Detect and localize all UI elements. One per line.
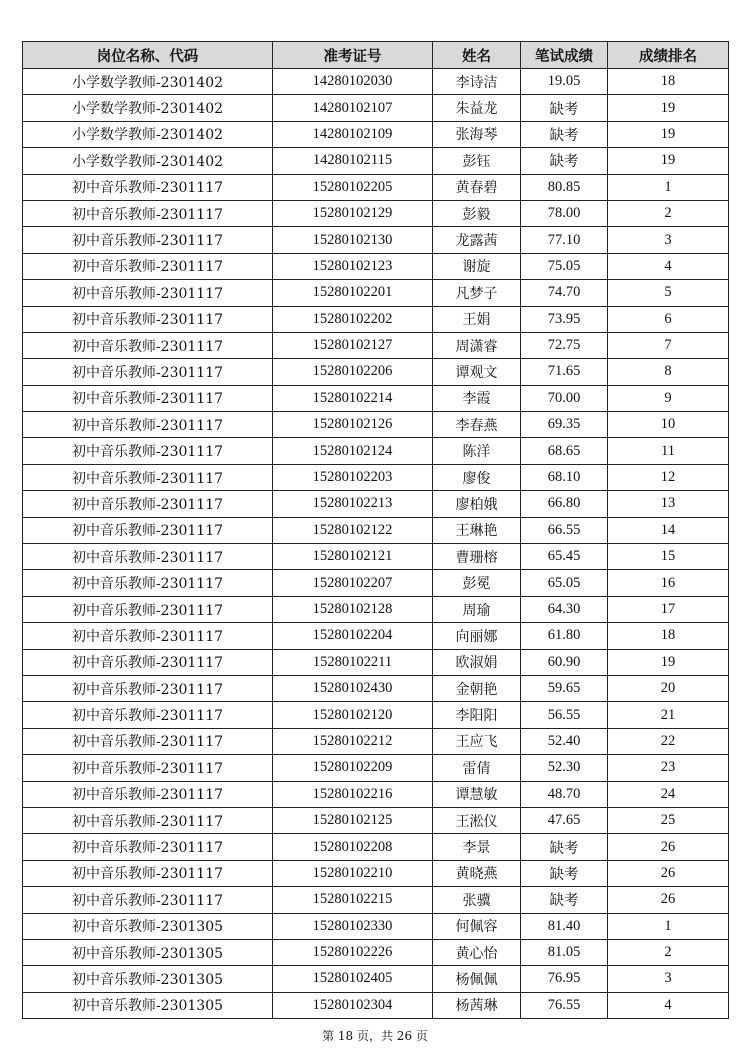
cell-name: 谭观文 xyxy=(433,359,521,385)
cell-written-score: 52.40 xyxy=(521,728,608,754)
cell-rank: 16 xyxy=(608,570,729,596)
cell-written-score: 72.75 xyxy=(521,332,608,358)
cell-name: 凡梦子 xyxy=(433,280,521,306)
cell-written-score: 缺考 xyxy=(521,860,608,886)
cell-exam-number: 15280102405 xyxy=(273,966,433,992)
cell-position: 初中音乐教师-2301305 xyxy=(23,913,273,939)
cell-position: 初中音乐教师-2301117 xyxy=(23,702,273,728)
cell-written-score: 76.55 xyxy=(521,992,608,1018)
cell-position: 初中音乐教师-2301117 xyxy=(23,860,273,886)
cell-position: 初中音乐教师-2301117 xyxy=(23,807,273,833)
cell-exam-number: 15280102211 xyxy=(273,649,433,675)
cell-written-score: 47.65 xyxy=(521,807,608,833)
table-row xyxy=(23,464,729,490)
cell-rank: 19 xyxy=(608,95,729,121)
cell-rank: 10 xyxy=(608,412,729,438)
cell-rank: 21 xyxy=(608,702,729,728)
cell-written-score: 缺考 xyxy=(521,887,608,913)
table-row xyxy=(23,675,729,701)
cell-exam-number: 15280102129 xyxy=(273,200,433,226)
cell-exam-number: 15280102128 xyxy=(273,596,433,622)
cell-position: 初中音乐教师-2301117 xyxy=(23,200,273,226)
cell-exam-number: 14280102115 xyxy=(273,148,433,174)
cell-position: 初中音乐教师-2301117 xyxy=(23,280,273,306)
cell-written-score: 59.65 xyxy=(521,675,608,701)
cell-written-score: 77.10 xyxy=(521,227,608,253)
cell-rank: 24 xyxy=(608,781,729,807)
cell-written-score: 69.35 xyxy=(521,412,608,438)
cell-exam-number: 15280102430 xyxy=(273,675,433,701)
table-row xyxy=(23,939,729,965)
cell-position: 小学数学教师-2301402 xyxy=(23,148,273,174)
cell-written-score: 81.05 xyxy=(521,939,608,965)
cell-position: 初中音乐教师-2301117 xyxy=(23,728,273,754)
cell-rank: 26 xyxy=(608,860,729,886)
table-row xyxy=(23,807,729,833)
cell-rank: 6 xyxy=(608,306,729,332)
cell-position: 初中音乐教师-2301305 xyxy=(23,966,273,992)
cell-written-score: 19.05 xyxy=(521,69,608,95)
table-row xyxy=(23,781,729,807)
cell-exam-number: 14280102030 xyxy=(273,69,433,95)
cell-rank: 1 xyxy=(608,913,729,939)
cell-name: 陈洋 xyxy=(433,438,521,464)
cell-position: 初中音乐教师-2301117 xyxy=(23,359,273,385)
cell-position: 初中音乐教师-2301117 xyxy=(23,570,273,596)
cell-name: 张海琴 xyxy=(433,121,521,147)
cell-position: 初中音乐教师-2301117 xyxy=(23,412,273,438)
table-row xyxy=(23,702,729,728)
cell-written-score: 64.30 xyxy=(521,596,608,622)
cell-exam-number: 15280102122 xyxy=(273,517,433,543)
cell-exam-number: 14280102107 xyxy=(273,95,433,121)
cell-written-score: 缺考 xyxy=(521,121,608,147)
cell-position: 初中音乐教师-2301117 xyxy=(23,174,273,200)
table-body xyxy=(23,69,729,1019)
table-row xyxy=(23,913,729,939)
cell-rank: 19 xyxy=(608,649,729,675)
cell-exam-number: 15280102130 xyxy=(273,227,433,253)
cell-exam-number: 15280102126 xyxy=(273,412,433,438)
cell-name: 黄春碧 xyxy=(433,174,521,200)
cell-written-score: 81.40 xyxy=(521,913,608,939)
cell-rank: 15 xyxy=(608,544,729,570)
cell-exam-number: 15280102215 xyxy=(273,887,433,913)
cell-exam-number: 15280102123 xyxy=(273,253,433,279)
cell-exam-number: 15280102203 xyxy=(273,464,433,490)
table-row xyxy=(23,491,729,517)
cell-rank: 2 xyxy=(608,200,729,226)
cell-name: 彭毅 xyxy=(433,200,521,226)
cell-rank: 1 xyxy=(608,174,729,200)
cell-written-score: 76.95 xyxy=(521,966,608,992)
cell-exam-number: 15280102202 xyxy=(273,306,433,332)
cell-name: 朱益龙 xyxy=(433,95,521,121)
table-row xyxy=(23,966,729,992)
cell-written-score: 80.85 xyxy=(521,174,608,200)
cell-position: 初中音乐教师-2301117 xyxy=(23,834,273,860)
cell-position: 初中音乐教师-2301117 xyxy=(23,306,273,332)
cell-rank: 11 xyxy=(608,438,729,464)
cell-name: 廖俊 xyxy=(433,464,521,490)
cell-name: 雷倩 xyxy=(433,755,521,781)
cell-name: 廖柏娥 xyxy=(433,491,521,517)
cell-written-score: 56.55 xyxy=(521,702,608,728)
cell-written-score: 52.30 xyxy=(521,755,608,781)
table-row xyxy=(23,887,729,913)
cell-position: 初中音乐教师-2301117 xyxy=(23,517,273,543)
cell-name: 王琳艳 xyxy=(433,517,521,543)
table-row xyxy=(23,95,729,121)
cell-exam-number: 15280102124 xyxy=(273,438,433,464)
cell-name: 李霞 xyxy=(433,385,521,411)
cell-written-score: 68.10 xyxy=(521,464,608,490)
cell-rank: 3 xyxy=(608,227,729,253)
cell-exam-number: 15280102226 xyxy=(273,939,433,965)
score-table xyxy=(22,41,729,1019)
header-written-score: 笔试成绩 xyxy=(521,42,608,69)
cell-position: 初中音乐教师-2301117 xyxy=(23,887,273,913)
cell-exam-number: 15280102330 xyxy=(273,913,433,939)
cell-position: 初中音乐教师-2301117 xyxy=(23,781,273,807)
cell-exam-number: 15280102209 xyxy=(273,755,433,781)
cell-written-score: 缺考 xyxy=(521,95,608,121)
cell-exam-number: 15280102213 xyxy=(273,491,433,517)
cell-written-score: 缺考 xyxy=(521,148,608,174)
table-row xyxy=(23,834,729,860)
cell-rank: 17 xyxy=(608,596,729,622)
table-row xyxy=(23,860,729,886)
table-row xyxy=(23,253,729,279)
cell-position: 初中音乐教师-2301117 xyxy=(23,332,273,358)
cell-name: 彭钰 xyxy=(433,148,521,174)
cell-rank: 4 xyxy=(608,992,729,1018)
cell-written-score: 75.05 xyxy=(521,253,608,279)
cell-position: 小学数学教师-2301402 xyxy=(23,95,273,121)
table-row xyxy=(23,148,729,174)
cell-rank: 25 xyxy=(608,807,729,833)
cell-exam-number: 15280102216 xyxy=(273,781,433,807)
header-exam-number: 准考证号 xyxy=(273,42,433,69)
cell-written-score: 74.70 xyxy=(521,280,608,306)
cell-rank: 8 xyxy=(608,359,729,385)
cell-written-score: 73.95 xyxy=(521,306,608,332)
cell-rank: 12 xyxy=(608,464,729,490)
cell-position: 初中音乐教师-2301117 xyxy=(23,227,273,253)
table-row xyxy=(23,728,729,754)
cell-exam-number: 15280102214 xyxy=(273,385,433,411)
cell-rank: 18 xyxy=(608,623,729,649)
cell-written-score: 48.70 xyxy=(521,781,608,807)
table-row xyxy=(23,623,729,649)
cell-name: 谢旋 xyxy=(433,253,521,279)
cell-name: 李诗洁 xyxy=(433,69,521,95)
cell-exam-number: 15280102210 xyxy=(273,860,433,886)
cell-rank: 5 xyxy=(608,280,729,306)
cell-rank: 2 xyxy=(608,939,729,965)
cell-position: 初中音乐教师-2301117 xyxy=(23,438,273,464)
header-position: 岗位名称、代码 xyxy=(23,42,273,69)
cell-exam-number: 14280102109 xyxy=(273,121,433,147)
cell-written-score: 66.55 xyxy=(521,517,608,543)
cell-exam-number: 15280102127 xyxy=(273,332,433,358)
table-row xyxy=(23,332,729,358)
cell-rank: 9 xyxy=(608,385,729,411)
cell-rank: 18 xyxy=(608,69,729,95)
cell-exam-number: 15280102121 xyxy=(273,544,433,570)
cell-name: 曹珊榕 xyxy=(433,544,521,570)
cell-written-score: 65.05 xyxy=(521,570,608,596)
cell-rank: 23 xyxy=(608,755,729,781)
cell-written-score: 70.00 xyxy=(521,385,608,411)
cell-exam-number: 15280102204 xyxy=(273,623,433,649)
cell-position: 初中音乐教师-2301117 xyxy=(23,544,273,570)
table-row xyxy=(23,544,729,570)
cell-written-score: 66.80 xyxy=(521,491,608,517)
cell-name: 杨佩佩 xyxy=(433,966,521,992)
table-row xyxy=(23,755,729,781)
cell-rank: 19 xyxy=(608,121,729,147)
cell-position: 初中音乐教师-2301117 xyxy=(23,491,273,517)
cell-exam-number: 15280102207 xyxy=(273,570,433,596)
cell-name: 张骥 xyxy=(433,887,521,913)
cell-name: 王淞仪 xyxy=(433,807,521,833)
table-row xyxy=(23,174,729,200)
cell-name: 杨茜琳 xyxy=(433,992,521,1018)
cell-exam-number: 15280102120 xyxy=(273,702,433,728)
cell-written-score: 78.00 xyxy=(521,200,608,226)
cell-name: 金朝艳 xyxy=(433,675,521,701)
cell-name: 王应飞 xyxy=(433,728,521,754)
cell-position: 初中音乐教师-2301117 xyxy=(23,755,273,781)
table-header-row xyxy=(23,42,729,69)
cell-exam-number: 15280102201 xyxy=(273,280,433,306)
cell-position: 初中音乐教师-2301117 xyxy=(23,675,273,701)
table-row xyxy=(23,121,729,147)
cell-name: 王娟 xyxy=(433,306,521,332)
table-row xyxy=(23,227,729,253)
cell-name: 黄心怡 xyxy=(433,939,521,965)
table-row xyxy=(23,517,729,543)
cell-rank: 13 xyxy=(608,491,729,517)
cell-position: 初中音乐教师-2301305 xyxy=(23,939,273,965)
cell-position: 初中音乐教师-2301117 xyxy=(23,253,273,279)
page-footer: 第 18 页，共 26 页 xyxy=(322,1029,428,1043)
cell-exam-number: 15280102208 xyxy=(273,834,433,860)
cell-position: 初中音乐教师-2301117 xyxy=(23,649,273,675)
cell-exam-number: 15280102304 xyxy=(273,992,433,1018)
table-row xyxy=(23,596,729,622)
table-row xyxy=(23,649,729,675)
cell-written-score: 缺考 xyxy=(521,834,608,860)
cell-exam-number: 15280102205 xyxy=(273,174,433,200)
cell-position: 初中音乐教师-2301117 xyxy=(23,596,273,622)
cell-rank: 22 xyxy=(608,728,729,754)
cell-written-score: 61.80 xyxy=(521,623,608,649)
cell-position: 小学数学教师-2301402 xyxy=(23,69,273,95)
cell-exam-number: 15280102125 xyxy=(273,807,433,833)
cell-position: 初中音乐教师-2301117 xyxy=(23,385,273,411)
cell-rank: 19 xyxy=(608,148,729,174)
cell-name: 龙露茜 xyxy=(433,227,521,253)
header-name: 姓名 xyxy=(433,42,521,69)
cell-rank: 4 xyxy=(608,253,729,279)
cell-rank: 26 xyxy=(608,834,729,860)
table-row xyxy=(23,359,729,385)
cell-name: 向丽娜 xyxy=(433,623,521,649)
cell-written-score: 60.90 xyxy=(521,649,608,675)
cell-name: 欧淑娟 xyxy=(433,649,521,675)
table-row xyxy=(23,306,729,332)
cell-exam-number: 15280102212 xyxy=(273,728,433,754)
cell-rank: 14 xyxy=(608,517,729,543)
cell-name: 黄晓燕 xyxy=(433,860,521,886)
cell-rank: 20 xyxy=(608,675,729,701)
cell-position: 小学数学教师-2301402 xyxy=(23,121,273,147)
cell-position: 初中音乐教师-2301305 xyxy=(23,992,273,1018)
cell-name: 何佩容 xyxy=(433,913,521,939)
cell-position: 初中音乐教师-2301117 xyxy=(23,623,273,649)
cell-written-score: 65.45 xyxy=(521,544,608,570)
cell-written-score: 68.65 xyxy=(521,438,608,464)
cell-rank: 26 xyxy=(608,887,729,913)
cell-rank: 3 xyxy=(608,966,729,992)
cell-name: 李阳阳 xyxy=(433,702,521,728)
cell-rank: 7 xyxy=(608,332,729,358)
table-row xyxy=(23,570,729,596)
table-row xyxy=(23,412,729,438)
cell-name: 李景 xyxy=(433,834,521,860)
table-row xyxy=(23,69,729,95)
cell-exam-number: 15280102206 xyxy=(273,359,433,385)
cell-written-score: 71.65 xyxy=(521,359,608,385)
table-row xyxy=(23,200,729,226)
table-row xyxy=(23,438,729,464)
table-row xyxy=(23,385,729,411)
cell-name: 谭慧敏 xyxy=(433,781,521,807)
header-rank: 成绩排名 xyxy=(608,42,729,69)
cell-name: 周潇睿 xyxy=(433,332,521,358)
cell-position: 初中音乐教师-2301117 xyxy=(23,464,273,490)
cell-name: 彭冕 xyxy=(433,570,521,596)
table-row xyxy=(23,992,729,1018)
cell-name: 李春燕 xyxy=(433,412,521,438)
cell-name: 周瑜 xyxy=(433,596,521,622)
table-row xyxy=(23,280,729,306)
